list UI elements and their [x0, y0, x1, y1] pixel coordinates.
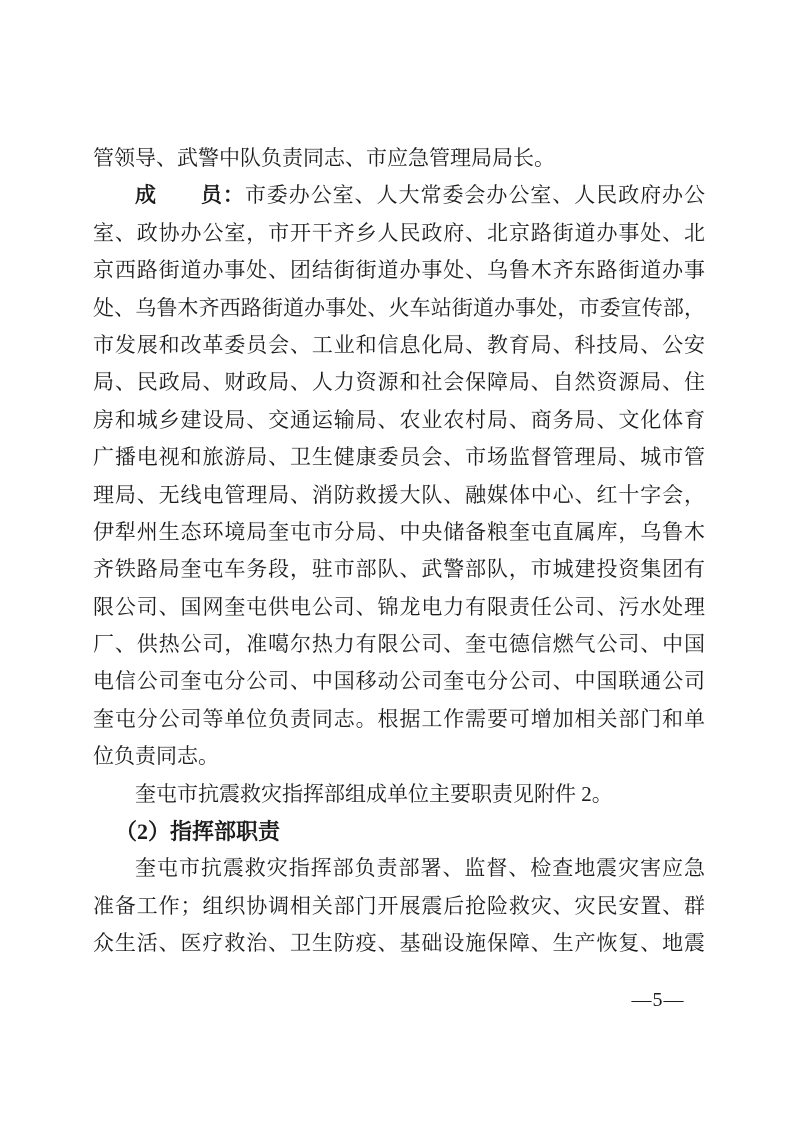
- paragraph-line: 奎屯市抗震救灾指挥部组成单位主要职责见附件 2。: [135, 781, 613, 806]
- paragraph-line: 室、政协办公室，市开干齐乡人民政府、北京路街道办事处、北: [93, 220, 705, 245]
- paragraph-line: 处、乌鲁木齐西路街道办事处、火车站街道办事处，市委宣传部，: [93, 295, 705, 320]
- paragraph-line: 京西路街道办事处、团结街街道办事处、乌鲁木齐东路街道办事: [93, 258, 705, 283]
- paragraph-line: 广播电视和旅游局、卫生健康委员会、市场监督管理局、城市管: [93, 445, 705, 470]
- paragraph-line: 奎屯分公司等单位负责同志。根据工作需要可增加相关部门和单: [93, 706, 705, 731]
- paragraph-text: 市委办公室、人大常委会办公室、人民政府办公: [244, 183, 706, 208]
- paragraph-line: 厂、供热公司，准噶尔热力有限公司、奎屯德信燃气公司、中国: [93, 632, 705, 657]
- member-role-label: 成 员：: [135, 183, 245, 208]
- paragraph-line: 位负责同志。: [93, 744, 219, 769]
- paragraph-line: 市发展和改革委员会、工业和信息化局、教育局、科技局、公安: [93, 332, 705, 357]
- paragraph-line: 伊犁州生态环境局奎屯市分局、中央储备粮奎屯直属库，乌鲁木: [93, 519, 705, 544]
- paragraph-line: 准备工作；组织协调相关部门开展震后抢险救灾、灾民安置、群: [93, 893, 705, 918]
- paragraph-line: 理局、无线电管理局、消防救援大队、融媒体中心、红十字会，: [93, 482, 705, 507]
- page-number: —5—: [631, 989, 685, 1011]
- paragraph-line: 房和城乡建设局、交通运输局、农业农村局、商务局、文化体育: [93, 407, 705, 432]
- paragraph-line: [93, 177, 705, 214]
- paragraph-line: 众生活、医疗救治、卫生防疫、基础设施保障、生产恢复、地震: [93, 931, 705, 956]
- paragraph-line: 局、民政局、财政局、人力资源和社会保障局、自然资源局、住: [93, 370, 705, 395]
- paragraph-line: 齐铁路局奎屯车务段，驻市部队、武警部队，市城建投资集团有: [93, 557, 705, 582]
- paragraph-line: 限公司、国网奎屯供电公司、锦龙电力有限责任公司、污水处理: [93, 594, 705, 619]
- section-heading: （2）指挥部职责: [115, 819, 281, 845]
- body-text: [93, 140, 705, 963]
- paragraph-line: 电信公司奎屯分公司、中国移动公司奎屯分公司、中国联通公司: [93, 669, 705, 694]
- paragraph-line: 管领导、武警中队负责同志、市应急管理局局长。: [93, 146, 555, 170]
- paragraph-line: 奎屯市抗震救灾指挥部负责部署、监督、检查地震灾害应急: [135, 856, 705, 881]
